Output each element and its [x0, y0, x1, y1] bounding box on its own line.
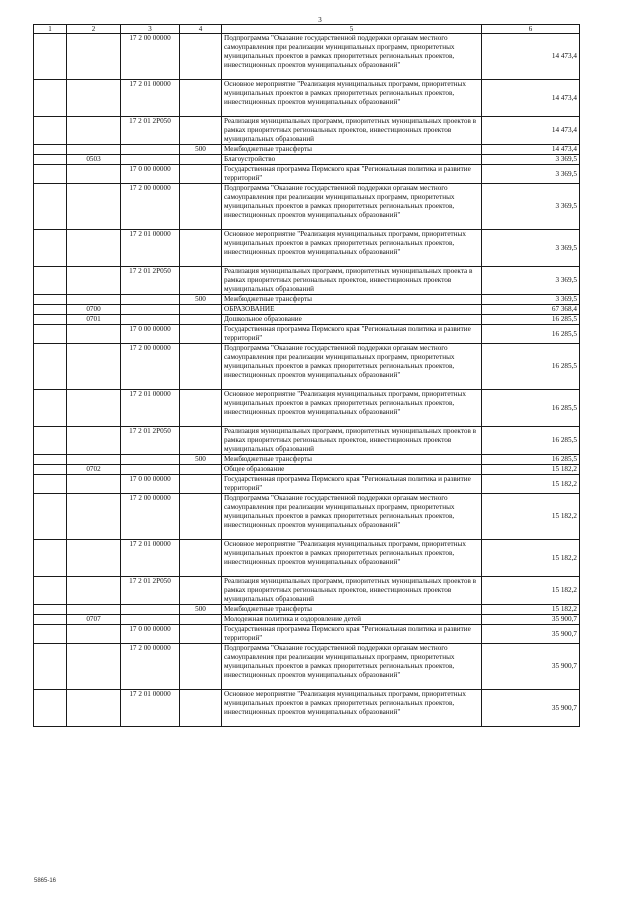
cell-col1 — [34, 390, 67, 427]
amount: 15 182,2 — [482, 605, 580, 615]
cell-col1 — [34, 34, 67, 80]
table-row — [34, 267, 580, 295]
table-row — [34, 295, 580, 305]
amount: 3 369,5 — [482, 295, 580, 305]
section-code — [67, 625, 121, 644]
column-header: 4 — [180, 25, 222, 34]
target-article-code — [121, 605, 180, 615]
expense-type-code — [180, 315, 222, 325]
expense-type-code: 500 — [180, 605, 222, 615]
amount: 15 182,2 — [482, 475, 580, 494]
target-article-code: 17 0 00 00000 — [121, 165, 180, 184]
expense-name: Основное мероприятие "Реализация муниципальных программ, приоритетных муниципальных проектов в рамках приоритетных региональных проектов, инвестиционных проектов муниципальных образований" — [222, 390, 482, 427]
amount: 35 900,7 — [482, 625, 580, 644]
cell-col1 — [34, 305, 67, 315]
amount: 16 285,5 — [482, 427, 580, 455]
expense-name: Межбюджетные трансферты — [222, 145, 482, 155]
amount: 3 369,5 — [482, 155, 580, 165]
expense-name: Государственная программа Пермского края "Региональная политика и развитие территорий" — [222, 165, 482, 184]
cell-col1 — [34, 625, 67, 644]
table-row — [34, 184, 580, 230]
expense-type-code — [180, 690, 222, 727]
expense-name: Государственная программа Пермского края "Региональная политика и развитие территорий" — [222, 475, 482, 494]
column-header: 2 — [67, 25, 121, 34]
table-row — [34, 494, 580, 540]
cell-col1 — [34, 325, 67, 344]
amount: 16 285,5 — [482, 390, 580, 427]
amount: 35 900,7 — [482, 615, 580, 625]
expense-type-code — [180, 184, 222, 230]
amount: 35 900,7 — [482, 644, 580, 690]
expense-type-code — [180, 427, 222, 455]
target-article-code — [121, 305, 180, 315]
cell-col1 — [34, 117, 67, 145]
section-code — [67, 605, 121, 615]
table-row — [34, 455, 580, 465]
expense-type-code: 500 — [180, 295, 222, 305]
table-row — [34, 325, 580, 344]
cell-col1 — [34, 155, 67, 165]
section-code: 0702 — [67, 465, 121, 475]
expense-type-code — [180, 305, 222, 315]
footer-code: 5865-16 — [34, 878, 57, 884]
expense-type-code — [180, 390, 222, 427]
expense-type-code — [180, 155, 222, 165]
amount: 14 473,4 — [482, 80, 580, 117]
target-article-code — [121, 455, 180, 465]
cell-col1 — [34, 690, 67, 727]
expense-name: Реализация муниципальных программ, приоритетных муниципальных проекта в рамках приоритетных региональных проектов, инвестиционных проектов муниципальных образований — [222, 267, 482, 295]
section-code — [67, 165, 121, 184]
amount: 3 369,5 — [482, 165, 580, 184]
column-header: 6 — [482, 25, 580, 34]
expense-type-code — [180, 540, 222, 577]
expense-name: Межбюджетные трансферты — [222, 605, 482, 615]
amount: 67 368,4 — [482, 305, 580, 315]
column-header: 3 — [121, 25, 180, 34]
expense-name: ОБРАЗОВАНИЕ — [222, 305, 482, 315]
expense-type-code — [180, 577, 222, 605]
cell-col1 — [34, 267, 67, 295]
target-article-code: 17 2 01 2Р050 — [121, 267, 180, 295]
table-row — [34, 615, 580, 625]
section-code — [67, 80, 121, 117]
expense-type-code — [180, 465, 222, 475]
cell-col1 — [34, 577, 67, 605]
table-row — [34, 690, 580, 727]
target-article-code: 17 2 01 00000 — [121, 230, 180, 267]
cell-col1 — [34, 145, 67, 155]
section-code: 0700 — [67, 305, 121, 315]
section-code — [67, 295, 121, 305]
cell-col1 — [34, 80, 67, 117]
amount: 16 285,5 — [482, 325, 580, 344]
cell-col1 — [34, 465, 67, 475]
expense-type-code — [180, 325, 222, 344]
target-article-code: 17 2 01 00000 — [121, 80, 180, 117]
expense-name: Основное мероприятие "Реализация муниципальных программ, приоритетных муниципальных проектов в рамках приоритетных региональных проектов, инвестиционных проектов муниципальных образований" — [222, 80, 482, 117]
target-article-code — [121, 465, 180, 475]
section-code — [67, 344, 121, 390]
amount: 3 369,5 — [482, 184, 580, 230]
table-row — [34, 305, 580, 315]
table-row — [34, 80, 580, 117]
expense-type-code — [180, 615, 222, 625]
amount: 14 473,4 — [482, 117, 580, 145]
table-row — [34, 155, 580, 165]
section-code — [67, 390, 121, 427]
cell-col1 — [34, 644, 67, 690]
expense-type-code: 500 — [180, 145, 222, 155]
target-article-code: 17 2 01 2Р050 — [121, 427, 180, 455]
target-article-code: 17 0 00 00000 — [121, 325, 180, 344]
expense-type-code — [180, 494, 222, 540]
expense-type-code — [180, 34, 222, 80]
expense-type-code — [180, 625, 222, 644]
expense-type-code — [180, 117, 222, 145]
target-article-code — [121, 295, 180, 305]
section-code: 0707 — [67, 615, 121, 625]
target-article-code: 17 2 00 00000 — [121, 494, 180, 540]
target-article-code: 17 2 00 00000 — [121, 644, 180, 690]
expense-type-code — [180, 475, 222, 494]
amount: 15 182,2 — [482, 577, 580, 605]
cell-col1 — [34, 165, 67, 184]
cell-col1 — [34, 455, 67, 465]
section-code — [67, 145, 121, 155]
table-row — [34, 230, 580, 267]
expense-name: Подпрограмма "Оказание государственной поддержки органам местного самоуправления при реализации муниципальных программ, приоритетных муниципальных проектов в рамках приоритетных региональных проектов, инвестиционных проектов муниципальных образований" — [222, 494, 482, 540]
amount: 16 285,5 — [482, 344, 580, 390]
budget-table — [33, 24, 580, 727]
section-code — [67, 577, 121, 605]
cell-col1 — [34, 315, 67, 325]
table-row — [34, 117, 580, 145]
page-number: 3 — [318, 16, 322, 24]
target-article-code: 17 2 00 00000 — [121, 184, 180, 230]
table-row — [34, 145, 580, 155]
cell-col1 — [34, 615, 67, 625]
amount: 15 182,2 — [482, 540, 580, 577]
amount: 15 182,2 — [482, 494, 580, 540]
section-code — [67, 455, 121, 465]
expense-type-code: 500 — [180, 455, 222, 465]
target-article-code — [121, 615, 180, 625]
section-code — [67, 494, 121, 540]
table-row — [34, 605, 580, 615]
table-row — [34, 165, 580, 184]
section-code — [67, 117, 121, 145]
expense-type-code — [180, 644, 222, 690]
expense-name: Реализация муниципальных программ, приоритетных муниципальных проектов в рамках приоритетных региональных проектов, инвестиционных проектов муниципальных образований — [222, 577, 482, 605]
section-code — [67, 184, 121, 230]
column-header: 5 — [222, 25, 482, 34]
target-article-code: 17 2 01 2Р050 — [121, 117, 180, 145]
section-code — [67, 690, 121, 727]
expense-name: Подпрограмма "Оказание государственной поддержки органам местного самоуправления при реализации муниципальных программ, приоритетных муниципальных проектов в рамках приоритетных региональных проектов, инвестиционных проектов муниципальных образований" — [222, 34, 482, 80]
expense-name: Подпрограмма "Оказание государственной поддержки органам местного самоуправления при реализации муниципальных программ, приоритетных муниципальных проектов в рамках приоритетных региональных проектов, инвестиционных проектов муниципальных образований" — [222, 184, 482, 230]
expense-name: Благоустройство — [222, 155, 482, 165]
section-code — [67, 475, 121, 494]
expense-name: Молодежная политика и оздоровление детей — [222, 615, 482, 625]
expense-name: Основное мероприятие "Реализация муниципальных программ, приоритетных муниципальных проектов в рамках приоритетных региональных проектов, инвестиционных проектов муниципальных образований" — [222, 230, 482, 267]
section-code — [67, 325, 121, 344]
cell-col1 — [34, 295, 67, 305]
target-article-code: 17 2 00 00000 — [121, 34, 180, 80]
cell-col1 — [34, 605, 67, 615]
amount: 3 369,5 — [482, 230, 580, 267]
target-article-code: 17 2 01 00000 — [121, 540, 180, 577]
section-code — [67, 34, 121, 80]
expense-name: Общее образование — [222, 465, 482, 475]
section-code — [67, 540, 121, 577]
table-row — [34, 644, 580, 690]
amount: 14 473,4 — [482, 34, 580, 80]
expense-name: Подпрограмма "Оказание государственной поддержки органам местного самоуправления при реализации муниципальных программ, приоритетных муниципальных проектов в рамках приоритетных региональных проектов, инвестиционных проектов муниципальных образований" — [222, 344, 482, 390]
table-row — [34, 577, 580, 605]
cell-col1 — [34, 540, 67, 577]
expense-name: Основное мероприятие "Реализация муниципальных программ, приоритетных муниципальных проектов в рамках приоритетных региональных проектов, инвестиционных проектов муниципальных образований" — [222, 690, 482, 727]
expense-type-code — [180, 165, 222, 184]
expense-type-code — [180, 230, 222, 267]
cell-col1 — [34, 427, 67, 455]
expense-name: Реализация муниципальных программ, приоритетных муниципальных проектов в рамках приоритетных региональных проектов, инвестиционных проектов муниципальных образований — [222, 117, 482, 145]
column-header-row — [34, 25, 580, 34]
expense-name: Государственная программа Пермского края "Региональная политика и развитие территорий" — [222, 625, 482, 644]
cell-col1 — [34, 184, 67, 230]
target-article-code — [121, 155, 180, 165]
expense-type-code — [180, 344, 222, 390]
cell-col1 — [34, 494, 67, 540]
target-article-code: 17 0 00 00000 — [121, 625, 180, 644]
column-header: 1 — [34, 25, 67, 34]
target-article-code: 17 2 01 00000 — [121, 690, 180, 727]
table-row — [34, 344, 580, 390]
amount: 15 182,2 — [482, 465, 580, 475]
table-row — [34, 34, 580, 80]
amount: 14 473,4 — [482, 145, 580, 155]
cell-col1 — [34, 230, 67, 267]
target-article-code: 17 0 00 00000 — [121, 475, 180, 494]
table-row — [34, 427, 580, 455]
target-article-code: 17 2 01 00000 — [121, 390, 180, 427]
amount: 16 285,5 — [482, 455, 580, 465]
cell-col1 — [34, 344, 67, 390]
section-code — [67, 644, 121, 690]
target-article-code: 17 2 00 00000 — [121, 344, 180, 390]
expense-name: Реализация муниципальных программ, приоритетных муниципальных проектов в рамках приоритетных региональных проектов, инвестиционных проектов муниципальных образований — [222, 427, 482, 455]
amount: 16 285,5 — [482, 315, 580, 325]
table-row — [34, 390, 580, 427]
expense-name: Основное мероприятие "Реализация муниципальных программ, приоритетных муниципальных проектов в рамках приоритетных региональных проектов, инвестиционных проектов муниципальных образований" — [222, 540, 482, 577]
target-article-code — [121, 315, 180, 325]
expense-name: Межбюджетные трансферты — [222, 295, 482, 305]
expense-name: Межбюджетные трансферты — [222, 455, 482, 465]
cell-col1 — [34, 475, 67, 494]
table-row — [34, 465, 580, 475]
table-row — [34, 625, 580, 644]
table-row — [34, 540, 580, 577]
expense-type-code — [180, 80, 222, 117]
section-code: 0701 — [67, 315, 121, 325]
amount: 35 900,7 — [482, 690, 580, 727]
section-code — [67, 427, 121, 455]
section-code: 0503 — [67, 155, 121, 165]
section-code — [67, 267, 121, 295]
expense-name: Дошкольное образование — [222, 315, 482, 325]
target-article-code: 17 2 01 2Р050 — [121, 577, 180, 605]
expense-type-code — [180, 267, 222, 295]
target-article-code — [121, 145, 180, 155]
table-row — [34, 475, 580, 494]
expense-name: Подпрограмма "Оказание государственной поддержки органам местного самоуправления при реализации муниципальных программ, приоритетных муниципальных проектов в рамках приоритетных региональных проектов, инвестиционных проектов муниципальных образований" — [222, 644, 482, 690]
section-code — [67, 230, 121, 267]
expense-name: Государственная программа Пермского края "Региональная политика и развитие территорий" — [222, 325, 482, 344]
amount: 3 369,5 — [482, 267, 580, 295]
table-row — [34, 315, 580, 325]
